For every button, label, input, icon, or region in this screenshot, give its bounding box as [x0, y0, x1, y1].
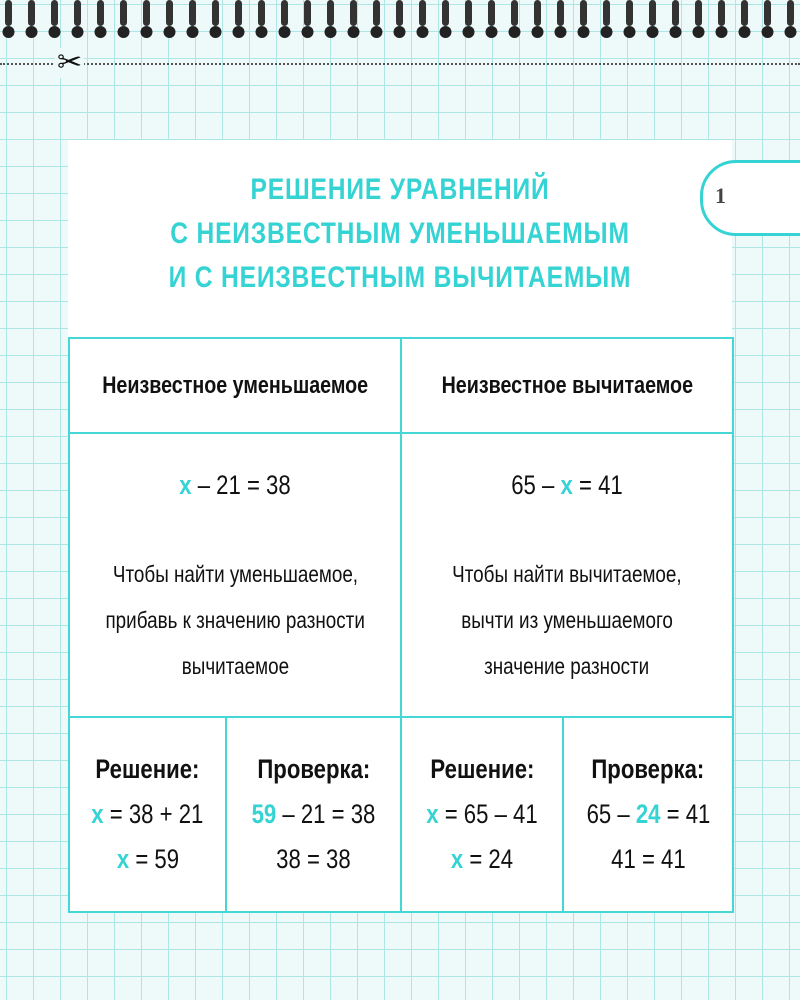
spiral-hole — [463, 26, 475, 38]
spiral-ring — [28, 0, 35, 26]
spiral-ring — [235, 0, 242, 26]
subtrahend-check — [563, 717, 733, 912]
variable: x — [116, 844, 129, 874]
solution-line: = 38 + 21 — [109, 799, 204, 829]
equation-rest: – 21 = 38 — [197, 470, 291, 500]
spiral-hole — [210, 26, 222, 38]
spiral-ring — [488, 0, 495, 26]
spiral-ring — [580, 0, 587, 26]
solution-line: = 65 – 41 — [444, 799, 538, 829]
spiral-ring — [511, 0, 518, 26]
variable: x — [91, 799, 104, 829]
header-unknown-minuend — [69, 338, 401, 433]
spiral-ring — [465, 0, 472, 26]
check-line: 65 – — [586, 799, 630, 829]
rule-line: вычти из уменьшаемого — [461, 607, 673, 633]
spiral-ring — [741, 0, 748, 26]
spiral-hole — [3, 26, 15, 38]
spiral-hole — [716, 26, 728, 38]
spiral-hole — [325, 26, 337, 38]
spiral-hole — [187, 26, 199, 38]
spiral-hole — [72, 26, 84, 38]
spiral-ring — [626, 0, 633, 26]
spiral-ring — [166, 0, 173, 26]
spiral-ring — [787, 0, 794, 26]
check-line: 41 = 41 — [610, 844, 686, 874]
spiral-hole — [532, 26, 544, 38]
spiral-hole — [486, 26, 498, 38]
rules-table — [68, 337, 734, 913]
spiral-ring — [672, 0, 679, 26]
spiral-hole — [95, 26, 107, 38]
title-line: РЕШЕНИЕ УРАВНЕНИЙ — [250, 173, 550, 206]
spiral-ring — [5, 0, 12, 26]
check-title: Проверка: — [591, 754, 705, 784]
spiral-hole — [417, 26, 429, 38]
spiral-hole — [164, 26, 176, 38]
spiral-ring — [718, 0, 725, 26]
solution-line: = 59 — [134, 844, 179, 874]
check-title: Проверка: — [257, 754, 370, 784]
check-line: 38 = 38 — [276, 844, 351, 874]
spiral-ring — [442, 0, 449, 26]
spiral-hole — [440, 26, 452, 38]
spiral-hole — [348, 26, 360, 38]
title-line: И С НЕИЗВЕСТНЫМ ВЫЧИТАЕМЫМ — [168, 261, 632, 294]
variable: x — [426, 799, 439, 829]
spiral-hole — [49, 26, 61, 38]
spiral-ring — [189, 0, 196, 26]
spiral-ring — [304, 0, 311, 26]
spiral-ring — [120, 0, 127, 26]
solution-title: Решение: — [95, 754, 200, 784]
variable: x — [560, 470, 573, 500]
spiral-hole — [555, 26, 567, 38]
header-unknown-subtrahend — [401, 338, 733, 433]
page-number: 1 — [715, 183, 726, 208]
minuend-check — [226, 717, 401, 912]
scissors-icon: ✂ — [57, 46, 83, 79]
spiral-hole — [279, 26, 291, 38]
variable: x — [450, 844, 464, 874]
spiral-hole — [762, 26, 774, 38]
title-line: С НЕИЗВЕСТНЫМ УМЕНЬШАЕМЫМ — [170, 217, 630, 250]
header-text: Неизвестное вычитаемое — [441, 371, 693, 399]
subtrahend-solution — [401, 717, 563, 912]
spiral-hole — [371, 26, 383, 38]
spiral-hole — [693, 26, 705, 38]
spiral-hole — [578, 26, 590, 38]
rule-text — [402, 551, 732, 689]
spiral-ring — [419, 0, 426, 26]
spiral-ring — [373, 0, 380, 26]
cut-line — [0, 63, 800, 65]
equation-post: = 41 — [579, 470, 623, 500]
spiral-hole — [739, 26, 751, 38]
subtrahend-rule-cell — [401, 433, 733, 717]
spiral-binding — [0, 0, 800, 44]
spiral-hole — [785, 26, 797, 38]
minuend-rule-cell — [69, 433, 401, 717]
spiral-hole — [670, 26, 682, 38]
spiral-hole — [118, 26, 130, 38]
spiral-hole — [509, 26, 521, 38]
spiral-ring — [281, 0, 288, 26]
spiral-hole — [647, 26, 659, 38]
spiral-hole — [601, 26, 613, 38]
spiral-hole — [624, 26, 636, 38]
rule-line: Чтобы найти вычитаемое, — [452, 561, 682, 587]
page-title — [128, 168, 672, 300]
spiral-ring — [649, 0, 656, 26]
solution-title: Решение: — [430, 754, 534, 784]
spiral-ring — [212, 0, 219, 26]
spiral-ring — [603, 0, 610, 26]
spiral-ring — [396, 0, 403, 26]
equation-pre: 65 – — [511, 470, 555, 500]
spiral-ring — [143, 0, 150, 26]
solution-line: = 24 — [469, 844, 514, 874]
spiral-ring — [327, 0, 334, 26]
spiral-hole — [256, 26, 268, 38]
spiral-ring — [557, 0, 564, 26]
spiral-hole — [394, 26, 406, 38]
equation — [70, 470, 400, 501]
spiral-hole — [141, 26, 153, 38]
equation — [402, 470, 732, 501]
rule-line: вычитаемое — [181, 653, 289, 679]
spiral-ring — [695, 0, 702, 26]
spiral-hole — [233, 26, 245, 38]
rule-line: Чтобы найти уменьшаемое, — [112, 561, 358, 587]
header-text: Неизвестное уменьшаемое — [102, 371, 368, 399]
spiral-ring — [350, 0, 357, 26]
rule-line: прибавь к значению разности — [105, 607, 365, 633]
check-line: – 21 = 38 — [282, 799, 376, 829]
spiral-hole — [26, 26, 38, 38]
highlight-value: 24 — [635, 799, 661, 829]
spiral-ring — [258, 0, 265, 26]
spiral-hole — [302, 26, 314, 38]
spiral-ring — [51, 0, 58, 26]
check-line: = 41 — [666, 799, 710, 829]
variable: x — [179, 470, 192, 500]
spiral-ring — [534, 0, 541, 26]
rule-line: значение разности — [484, 653, 650, 679]
spiral-ring — [74, 0, 81, 26]
rule-text — [70, 551, 400, 689]
minuend-solution — [69, 717, 226, 912]
spiral-ring — [764, 0, 771, 26]
highlight-value: 59 — [251, 799, 277, 829]
spiral-ring — [97, 0, 104, 26]
